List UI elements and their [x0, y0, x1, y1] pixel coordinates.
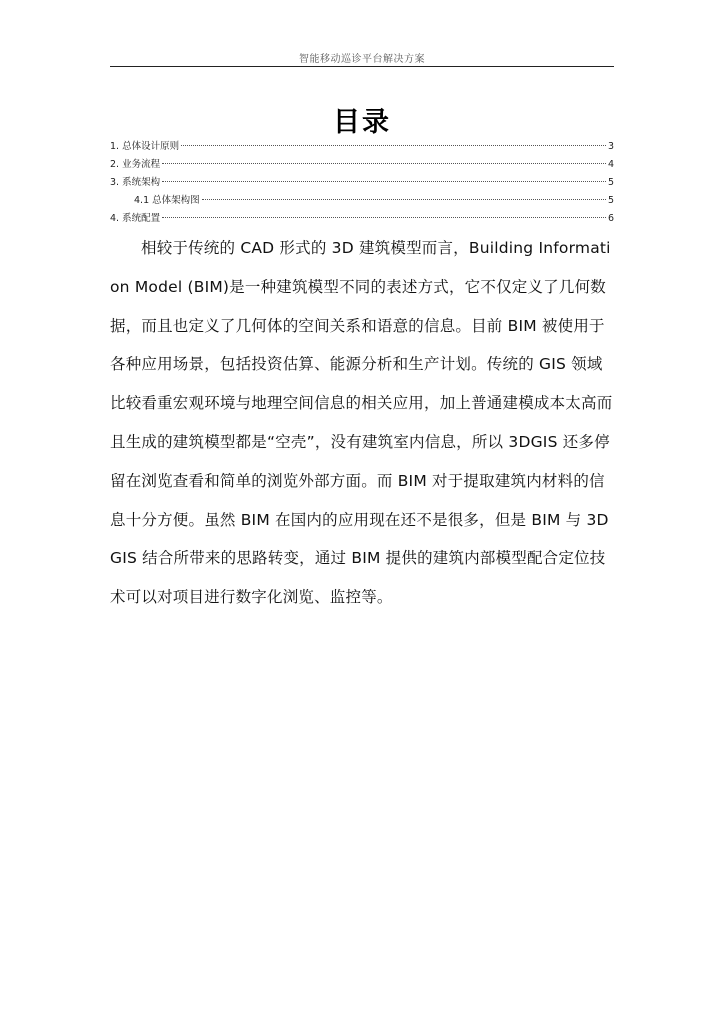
toc-dot-leader: [162, 181, 606, 182]
toc-entry[interactable]: [110, 156, 614, 174]
table-of-contents: [110, 138, 614, 228]
toc-entry-page: 5: [607, 177, 614, 188]
toc-entry-label: 2. 业务流程: [110, 159, 161, 170]
toc-entry-page: 6: [607, 213, 614, 224]
toc-entry-label: 1. 总体设计原则: [110, 141, 180, 152]
toc-title: 目录: [333, 107, 391, 138]
toc-dot-leader: [162, 163, 606, 164]
toc-dot-leader: [181, 145, 606, 146]
toc-entry-page: 5: [607, 195, 614, 206]
toc-entry-page: 4: [607, 159, 614, 170]
toc-entry-label: 3. 系统架构: [110, 177, 161, 188]
header-rule: [110, 66, 614, 67]
toc-entry-label: 4. 系统配置: [110, 213, 161, 224]
toc-dot-leader: [202, 199, 606, 200]
toc-entry-page: 3: [607, 141, 614, 152]
running-header: 智能移动巡诊平台解决方案: [299, 54, 425, 65]
toc-entry-label: 4.1 总体架构图: [134, 195, 200, 206]
body-paragraph: 相较于传统的 CAD 形式的 3D 建筑模型而言，Building Information Model (BIM)是一种建筑模型不同的表述方式，它不仅定义了几何数据，而且也定义了几何体的空间关系和语意的信息。目前 BIM 被使用于各种应用场景，包括投资估算、能源分析和生产计划。传统的 GIS 领域比较看重宏观环境与地理空间信息的相关应用，加上普通建模成本太高而且生成的建筑模型都是“空壳”，没有建筑室内信息，所以 3DGIS 还多停留在浏览查看和简单的浏览外部方面。而 BIM 对于提取建筑内材料的信息十分方便。虽然 BIM 在国内的应用现在还不是很多，但是 BIM 与 3DGIS 结合所带来的思路转变，通过 BIM 提供的建筑内部模型配合定位技术可以对项目进行数字化浏览、监控等。: [110, 239, 613, 607]
toc-dot-leader: [162, 217, 606, 218]
toc-entry[interactable]: [110, 210, 614, 228]
toc-entry[interactable]: [110, 138, 614, 156]
toc-entry[interactable]: [110, 192, 614, 210]
toc-entry[interactable]: [110, 174, 614, 192]
